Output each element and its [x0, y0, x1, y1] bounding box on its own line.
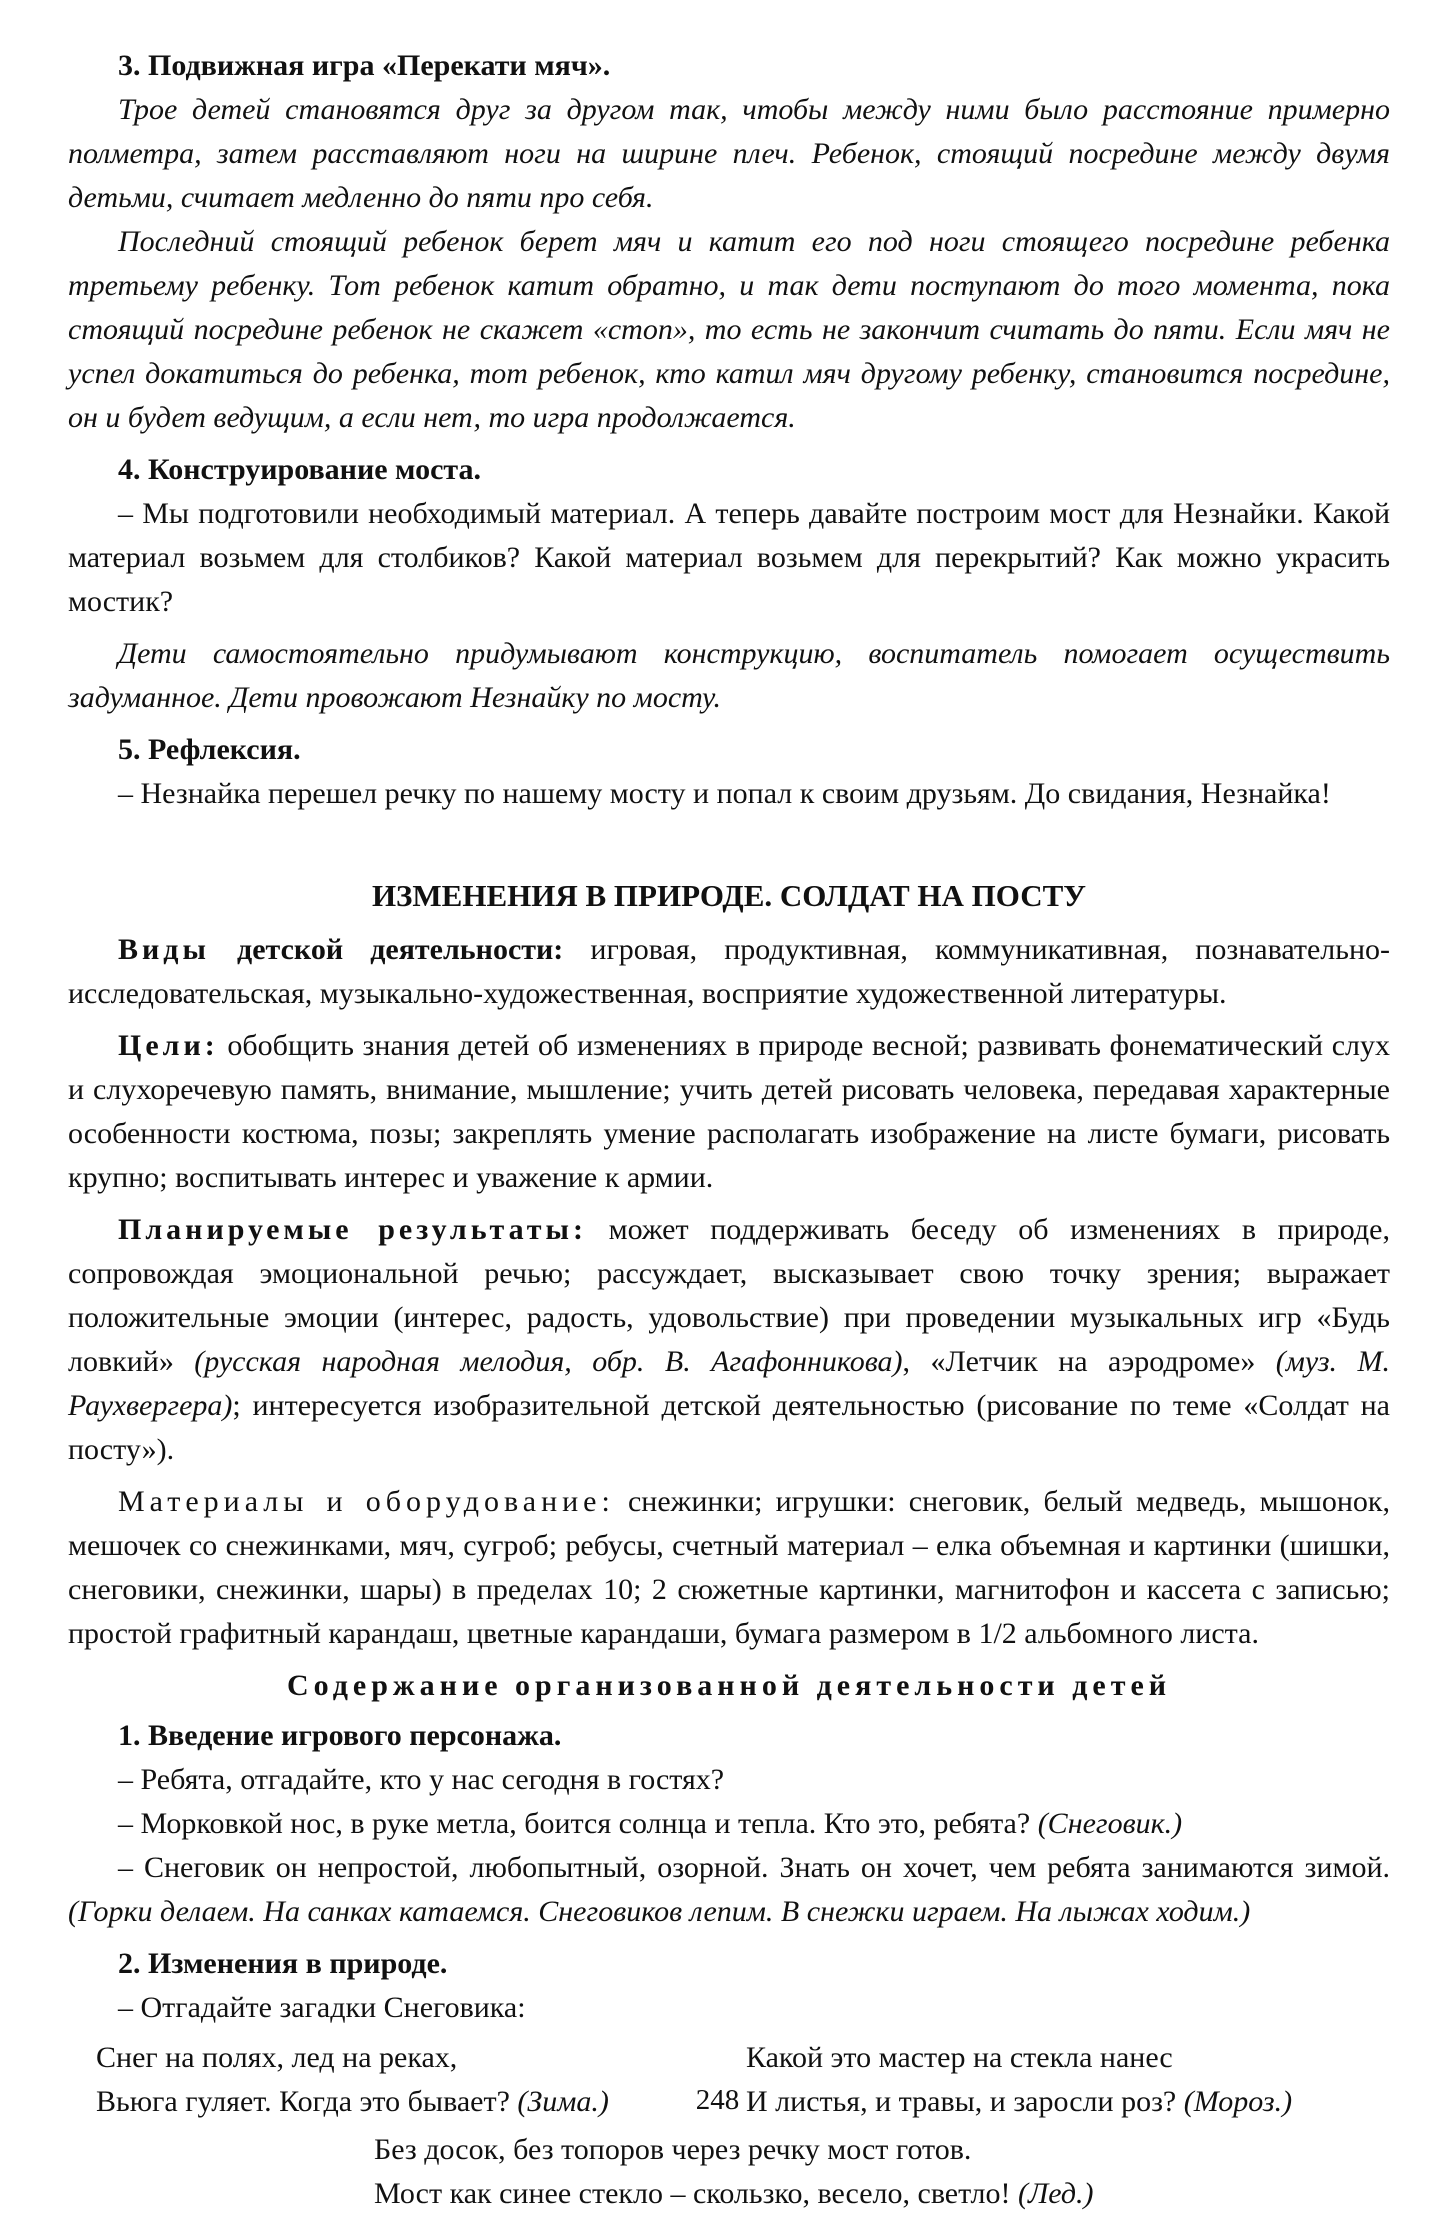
page-content — [68, 38, 1390, 2216]
intro-line-3 — [68, 1846, 1390, 1934]
goals-text: обобщить знания детей об изменениях в природе весной; развивать фонематический слух и слухоречевую память, внимание, мышление; учить детей рисовать человека, передавая характерные особенности костюма, позы; закреплять умение располагать изображение на листе бумаги, рисовать крупно; воспитывать интерес и уважение к армии. — [68, 1029, 1390, 1194]
game-paragraph-2: Последний стоящий ребенок берет мяч и катит его под ноги стоящего посредине ребенка третьему ребенку. Тот ребенок катит обратно, и так дети поступают до того момента, пока стоящий посредине ребенок не скажет «стоп», то есть не закончит считать до пяти. Если мяч не успел докатиться до ребенка, тот ребенок, кто катил мяч другому ребенку, становится посредине, он и будет ведущим, а если нет, то игра продолжается. — [68, 225, 1390, 434]
results-italic-1: (русская народная мелодия, обр. В. Агафонникова) — [194, 1345, 903, 1378]
riddle-3-line-2 — [374, 2172, 1390, 2216]
bridge-heading: 4. Конструирование моста. — [118, 453, 482, 486]
riddle-2-text: И листья, и травы, и заросли роз? — [746, 2085, 1184, 2118]
results-label: Планируемые результаты: — [118, 1213, 587, 1246]
riddle-3-line-1: Без досок, без топоров через речку мост готов. — [374, 2133, 972, 2166]
riddle-1-answer: (Зима.) — [517, 2085, 609, 2118]
intro-line-1: – Ребята, отгадайте, кто у нас сегодня в гостях? — [118, 1763, 725, 1796]
lesson-title: ИЗМЕНЕНИЯ В ПРИРОДЕ. СОЛДАТ НА ПОСТУ — [371, 878, 1087, 913]
intro-line-3-answer: (Горки делаем. На санках катаемся. Снеговиков лепим. В снежки играем. На лыжах ходим.) — [68, 1895, 1251, 1928]
activities-label: Виды — [118, 933, 210, 966]
page-number: 248 — [695, 2084, 740, 2116]
intro-line-2-text: – Морковкой нос, в руке метла, боится солнца и тепла. Кто это, ребята? — [118, 1807, 1038, 1840]
materials-label: Материалы и оборудование: — [118, 1485, 615, 1518]
activities-label-rest: детской деятельности: — [237, 933, 564, 966]
nature-line-1: – Отгадайте загадки Снеговика: — [118, 1991, 526, 2024]
goals-label: Цели: — [118, 1029, 219, 1062]
materials-paragraph — [68, 1480, 1390, 1656]
bridge-paragraph-2: Дети самостоятельно придумывают конструкцию, воспитатель помогает осуществить задуманное. Дети провожают Незнайку по мосту. — [68, 637, 1390, 714]
results-italic-2: (муз. М. Раухвергера) — [68, 1345, 1390, 1422]
game-heading: 3. Подвижная игра «Перекати мяч». — [118, 49, 611, 82]
intro-heading: 1. Введение игрового персонажа. — [118, 1719, 562, 1752]
riddle-3 — [374, 2128, 1390, 2216]
content-subtitle: Содержание организованной деятельности детей — [286, 1669, 1172, 1702]
reflection-paragraph: – Незнайка перешел речку по нашему мосту и попал к своим друзьям. До свидания, Незнайка! — [118, 777, 1331, 810]
game-paragraph-1: Трое детей становятся друг за другом так, чтобы между ними было расстояние примерно полметра, затем расставляют ноги на ширине плеч. Ребенок, стоящий посредине между двумя детьми, считает медленно до пяти про себя. — [68, 93, 1390, 214]
bridge-paragraph-1: – Мы подготовили необходимый материал. А теперь давайте построим мост для Незнайки. Какой материал возьмем для столбиков? Какой материал возьмем для перекрытий? Как можно украсить мостик? — [68, 497, 1390, 618]
results-text-3: ; интересуется изобразительной детской деятельностью (рисование по теме «Солдат на посту»). — [68, 1389, 1390, 1466]
results-text-1: может поддерживать беседу об изменениях в природе, сопровождая эмоциональной речью; рассуждает, высказывает свою точку зрения; выражает положительные эмоции (интерес, радость, удовольствие) при проведении музыкальных игр «Будь ловкий» — [68, 1213, 1390, 1378]
riddle-3-answer: (Лед.) — [1017, 2177, 1094, 2210]
riddle-2-answer: (Мороз.) — [1183, 2085, 1293, 2118]
nature-heading: 2. Изменения в природе. — [118, 1947, 448, 1980]
riddle-2-line-1: Какой это мастер на стекла нанес — [746, 2041, 1173, 2074]
riddle-1-text: Вьюга гуляет. Когда это бывает? — [96, 2085, 518, 2118]
intro-line-2-answer: (Снеговик.) — [1037, 1807, 1183, 1840]
intro-line-3-text: – Снеговик он непростой, любопытный, озорной. Знать он хочет, чем ребята занимаются зимой. — [118, 1851, 1390, 1884]
riddle-1-line-1: Снег на полях, лед на реках, — [96, 2041, 458, 2074]
reflection-heading: 5. Рефлексия. — [118, 733, 301, 766]
results-paragraph — [68, 1208, 1390, 1472]
results-text-2: , «Летчик на аэродроме» — [902, 1345, 1276, 1378]
goals-paragraph — [68, 1024, 1390, 1200]
riddle-3-text: Мост как синее стекло – скользко, весело, светло! — [374, 2177, 1018, 2210]
activities-text: игровая, продуктивная, коммуникативная, познавательно-исследовательская, музыкально-художественная, восприятие художественной литературы. — [68, 933, 1391, 1010]
materials-text: снежинки; игрушки: снеговик, белый медведь, мышонок, мешочек со снежинками, мяч, сугроб; ребусы, счетный материал – елка объемная и картинки (шишки, снеговики, снежинки, шары) в пределах 10; 2 сюжетные картинки, магнитофон и кассета с записью; простой графитный карандаш, цветные карандаши, бумага размером в 1/2 альбомного листа. — [68, 1485, 1390, 1650]
activities-paragraph — [68, 928, 1390, 1016]
intro-line-2 — [68, 1802, 1390, 1846]
